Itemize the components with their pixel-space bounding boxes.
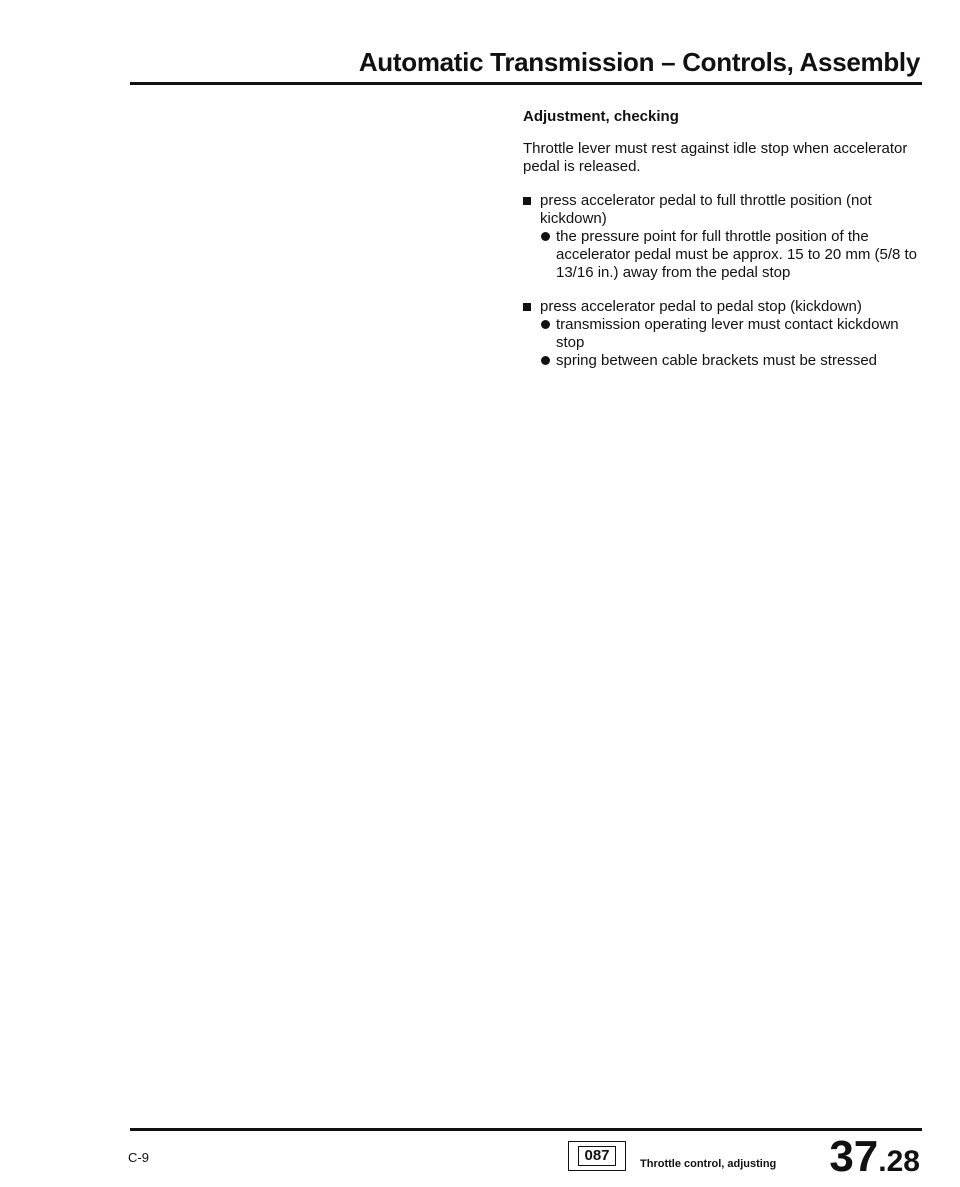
section-number bbox=[829, 1132, 920, 1181]
instruction-step-text: press accelerator pedal to pedal stop (kickdown) bbox=[540, 298, 862, 315]
section-number-minor: 28 bbox=[886, 1145, 920, 1178]
section-heading: Adjustment, checking bbox=[523, 108, 679, 125]
check-item-text: spring between cable brackets must be stressed bbox=[556, 352, 877, 369]
square-bullet-icon bbox=[523, 197, 531, 205]
check-item-text: transmission operating lever must contact kickdown stop bbox=[556, 316, 899, 351]
square-bullet-icon bbox=[523, 303, 531, 311]
page-code: C-9 bbox=[128, 1150, 149, 1165]
check-list bbox=[540, 228, 923, 282]
check-list bbox=[540, 316, 923, 370]
instruction-list bbox=[523, 192, 923, 370]
check-item bbox=[540, 228, 923, 282]
header-rule bbox=[130, 82, 922, 85]
main-content bbox=[523, 108, 923, 386]
instruction-step-2 bbox=[523, 298, 923, 370]
check-item bbox=[540, 316, 923, 352]
page-header-title: Automatic Transmission – Controls, Assembly bbox=[358, 47, 920, 77]
instruction-step-1 bbox=[523, 192, 923, 282]
doc-number: 087 bbox=[578, 1146, 615, 1166]
footer-rule bbox=[130, 1128, 922, 1131]
section-number-major: 37 bbox=[829, 1132, 879, 1181]
check-item bbox=[540, 352, 923, 370]
section-number-dot: . bbox=[878, 1145, 887, 1178]
footer-caption: Throttle control, adjusting bbox=[640, 1158, 777, 1170]
intro-paragraph: Throttle lever must rest against idle stop when accelerator pedal is released. bbox=[523, 140, 908, 175]
doc-number-box bbox=[568, 1141, 626, 1171]
round-bullet-icon bbox=[541, 356, 550, 365]
instruction-step-text: press accelerator pedal to full throttle position (not kickdown) bbox=[540, 192, 872, 227]
round-bullet-icon bbox=[541, 320, 550, 329]
round-bullet-icon bbox=[541, 232, 550, 241]
check-item-text: the pressure point for full throttle position of the accelerator pedal must be approx. 15 to 20 mm (5/8 to 13/16 in.) away from the pedal stop bbox=[556, 228, 918, 281]
